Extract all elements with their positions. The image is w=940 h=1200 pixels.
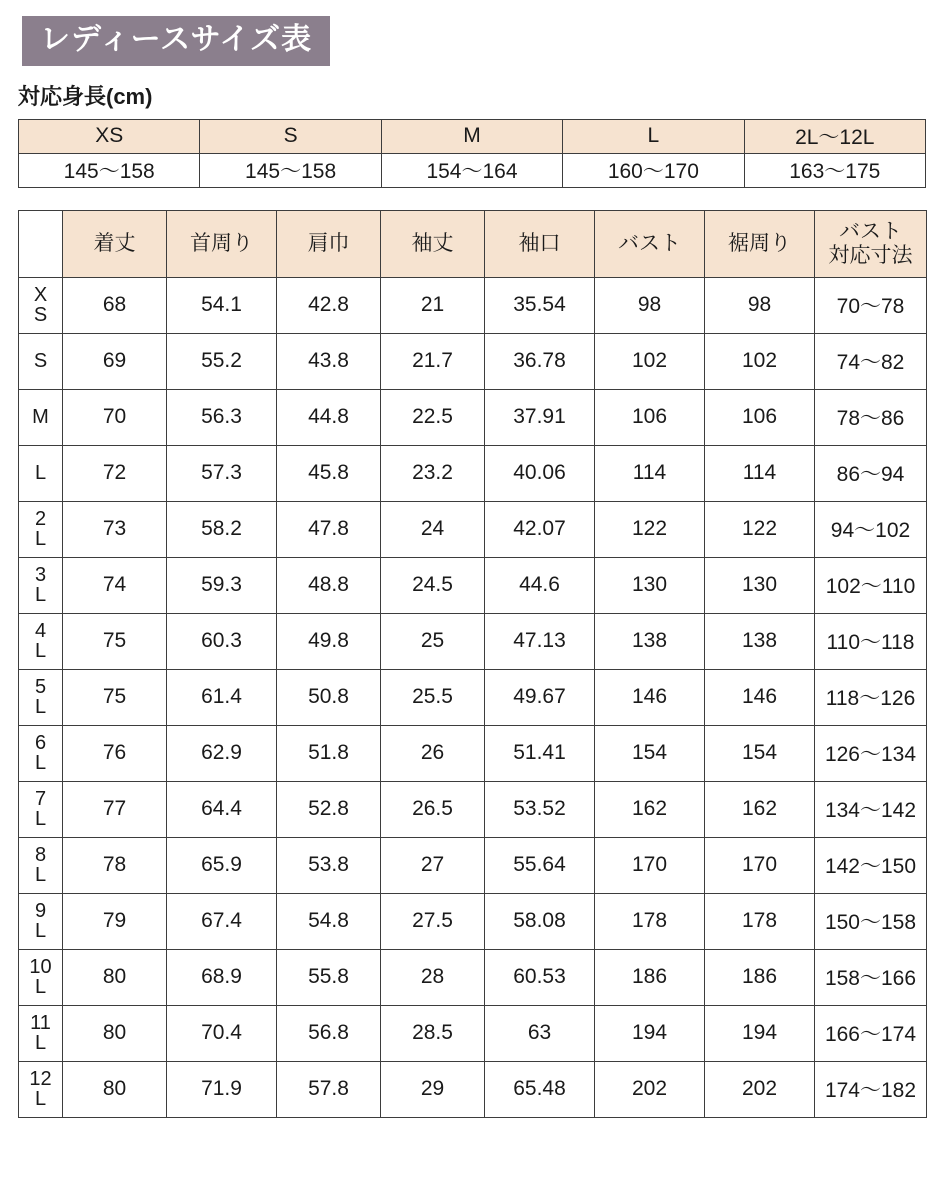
- row-size-label: [19, 669, 63, 725]
- cell-value: 154: [595, 725, 705, 781]
- cell-value: 44.8: [277, 389, 381, 445]
- cell-value: 178: [595, 893, 705, 949]
- row-size-label: [19, 893, 63, 949]
- cell-value: 43.8: [277, 333, 381, 389]
- row-size-label: [19, 333, 63, 389]
- height-section-label: 対応身長(cm): [18, 83, 153, 109]
- cell-value: 102〜110: [815, 557, 927, 613]
- row-size-label: [19, 277, 63, 333]
- cell-value: 162: [595, 781, 705, 837]
- cell-value: 126〜134: [815, 725, 927, 781]
- column-header-line: 着丈: [93, 231, 136, 255]
- cell-value: 51.8: [277, 725, 381, 781]
- cell-value: 44.6: [485, 557, 595, 613]
- column-header-line: バスト: [618, 231, 681, 255]
- cell-value: 122: [595, 501, 705, 557]
- cell-value: 42.07: [485, 501, 595, 557]
- cell-value: 47.8: [277, 501, 381, 557]
- row-size-line: L: [34, 920, 47, 942]
- column-header-line: 裾周り: [728, 231, 791, 255]
- row-size-line: L: [34, 976, 47, 998]
- row-size-line: L: [34, 584, 47, 606]
- cell-value: 51.41: [485, 725, 595, 781]
- height-size-header: XS: [19, 119, 200, 153]
- cell-value: 63: [485, 1005, 595, 1061]
- cell-value: 29: [381, 1061, 485, 1117]
- column-header-line: 肩巾: [307, 231, 350, 255]
- height-table: [18, 119, 926, 188]
- cell-value: 86〜94: [815, 445, 927, 501]
- cell-value: 154: [705, 725, 815, 781]
- cell-value: 61.4: [167, 669, 277, 725]
- cell-value: 23.2: [381, 445, 485, 501]
- row-size-label: [19, 557, 63, 613]
- cell-value: 64.4: [167, 781, 277, 837]
- cell-value: 130: [705, 557, 815, 613]
- cell-value: 94〜102: [815, 501, 927, 557]
- cell-value: 79: [63, 893, 167, 949]
- cell-value: 75: [63, 613, 167, 669]
- table-row: [19, 669, 927, 725]
- cell-value: 70.4: [167, 1005, 277, 1061]
- row-size-line: S: [33, 304, 48, 326]
- cell-value: 74: [63, 557, 167, 613]
- row-size-line: X: [33, 284, 48, 306]
- height-range-cell: 163〜175: [744, 153, 925, 187]
- cell-value: 24: [381, 501, 485, 557]
- cell-value: 27: [381, 837, 485, 893]
- row-size-label: [19, 501, 63, 557]
- cell-value: 53.52: [485, 781, 595, 837]
- table-row: [19, 893, 927, 949]
- row-size-line: 9: [34, 900, 47, 922]
- cell-value: 69: [63, 333, 167, 389]
- row-size-line: L: [34, 462, 47, 484]
- row-size-label: [19, 781, 63, 837]
- cell-value: 60.3: [167, 613, 277, 669]
- cell-value: 56.8: [277, 1005, 381, 1061]
- cell-value: 134〜142: [815, 781, 927, 837]
- cell-value: 27.5: [381, 893, 485, 949]
- cell-value: 106: [595, 389, 705, 445]
- cell-value: 35.54: [485, 277, 595, 333]
- row-size-label: [19, 949, 63, 1005]
- cell-value: 202: [595, 1061, 705, 1117]
- row-size-line: L: [34, 1088, 47, 1110]
- cell-value: 26: [381, 725, 485, 781]
- row-size-label: [19, 725, 63, 781]
- cell-value: 42.8: [277, 277, 381, 333]
- row-size-line: 12: [29, 1068, 52, 1090]
- column-header-line: バスト: [839, 219, 902, 243]
- row-size-label: [19, 613, 63, 669]
- row-size-label: [19, 837, 63, 893]
- cell-value: 146: [705, 669, 815, 725]
- cell-value: 58.2: [167, 501, 277, 557]
- cell-value: 55.64: [485, 837, 595, 893]
- cell-value: 67.4: [167, 893, 277, 949]
- height-range-cell: 160〜170: [563, 153, 744, 187]
- cell-value: 47.13: [485, 613, 595, 669]
- row-size-line: 3: [34, 564, 47, 586]
- cell-value: 130: [595, 557, 705, 613]
- row-size-line: 4: [34, 620, 47, 642]
- height-range-cell: 145〜158: [19, 153, 200, 187]
- column-header-line: 袖口: [518, 231, 561, 255]
- cell-value: 28.5: [381, 1005, 485, 1061]
- cell-value: 102: [705, 333, 815, 389]
- cell-value: 57.3: [167, 445, 277, 501]
- cell-value: 49.8: [277, 613, 381, 669]
- cell-value: 77: [63, 781, 167, 837]
- table-row: [19, 1061, 927, 1117]
- cell-value: 80: [63, 1061, 167, 1117]
- table-row: [19, 277, 927, 333]
- cell-value: 98: [705, 277, 815, 333]
- cell-value: 118〜126: [815, 669, 927, 725]
- row-size-line: 8: [34, 844, 47, 866]
- page-title: レディースサイズ表: [22, 16, 330, 66]
- cell-value: 194: [705, 1005, 815, 1061]
- table-row: [19, 445, 927, 501]
- cell-value: 170: [595, 837, 705, 893]
- cell-value: 80: [63, 1005, 167, 1061]
- row-size-line: L: [34, 1032, 47, 1054]
- cell-value: 25: [381, 613, 485, 669]
- cell-value: 74〜82: [815, 333, 927, 389]
- cell-value: 55.2: [167, 333, 277, 389]
- cell-value: 174〜182: [815, 1061, 927, 1117]
- cell-value: 65.9: [167, 837, 277, 893]
- cell-value: 68.9: [167, 949, 277, 1005]
- cell-value: 49.67: [485, 669, 595, 725]
- cell-value: 21.7: [381, 333, 485, 389]
- cell-value: 186: [595, 949, 705, 1005]
- row-size-line: 5: [34, 676, 47, 698]
- cell-value: 194: [595, 1005, 705, 1061]
- cell-value: 26.5: [381, 781, 485, 837]
- row-size-line: 2: [34, 508, 47, 530]
- table-row: [19, 949, 927, 1005]
- cell-value: 114: [595, 445, 705, 501]
- table-row: [19, 837, 927, 893]
- row-size-line: L: [34, 640, 47, 662]
- row-size-line: L: [34, 528, 47, 550]
- cell-value: 138: [705, 613, 815, 669]
- column-header-line: 対応寸法: [828, 243, 913, 267]
- table-row: [19, 1005, 927, 1061]
- cell-value: 78〜86: [815, 389, 927, 445]
- cell-value: 106: [705, 389, 815, 445]
- cell-value: 68: [63, 277, 167, 333]
- column-header: [277, 210, 381, 277]
- cell-value: 170: [705, 837, 815, 893]
- table-row: [19, 333, 927, 389]
- table-row: [19, 781, 927, 837]
- cell-value: 52.8: [277, 781, 381, 837]
- row-size-line: 10: [29, 956, 52, 978]
- row-size-label: [19, 1061, 63, 1117]
- table-row: [19, 725, 927, 781]
- height-size-header: 2L〜12L: [744, 119, 925, 153]
- height-table-header-row: [19, 119, 926, 153]
- cell-value: 122: [705, 501, 815, 557]
- cell-value: 53.8: [277, 837, 381, 893]
- cell-value: 54.1: [167, 277, 277, 333]
- height-table-value-row: [19, 153, 926, 187]
- cell-value: 76: [63, 725, 167, 781]
- cell-value: 45.8: [277, 445, 381, 501]
- cell-value: 70〜78: [815, 277, 927, 333]
- cell-value: 56.3: [167, 389, 277, 445]
- cell-value: 142〜150: [815, 837, 927, 893]
- cell-value: 146: [595, 669, 705, 725]
- cell-value: 48.8: [277, 557, 381, 613]
- column-header-line: 首周り: [190, 231, 253, 255]
- row-size-line: 7: [34, 788, 47, 810]
- height-size-header: S: [200, 119, 381, 153]
- cell-value: 166〜174: [815, 1005, 927, 1061]
- row-size-line: L: [34, 696, 47, 718]
- cell-value: 54.8: [277, 893, 381, 949]
- column-header-line: 袖丈: [411, 231, 454, 255]
- row-size-line: L: [34, 864, 47, 886]
- cell-value: 178: [705, 893, 815, 949]
- column-header: [381, 210, 485, 277]
- row-size-line: S: [33, 350, 48, 372]
- height-size-header: M: [381, 119, 562, 153]
- column-header: [63, 210, 167, 277]
- column-header: [595, 210, 705, 277]
- cell-value: 110〜118: [815, 613, 927, 669]
- cell-value: 36.78: [485, 333, 595, 389]
- row-size-line: L: [34, 752, 47, 774]
- cell-value: 40.06: [485, 445, 595, 501]
- cell-value: 162: [705, 781, 815, 837]
- cell-value: 70: [63, 389, 167, 445]
- table-row: [19, 389, 927, 445]
- height-size-header: L: [563, 119, 744, 153]
- measurements-header-row: [19, 210, 927, 277]
- height-range-cell: 154〜164: [381, 153, 562, 187]
- cell-value: 158〜166: [815, 949, 927, 1005]
- cell-value: 102: [595, 333, 705, 389]
- cell-value: 150〜158: [815, 893, 927, 949]
- cell-value: 71.9: [167, 1061, 277, 1117]
- cell-value: 138: [595, 613, 705, 669]
- cell-value: 59.3: [167, 557, 277, 613]
- cell-value: 60.53: [485, 949, 595, 1005]
- cell-value: 80: [63, 949, 167, 1005]
- cell-value: 22.5: [381, 389, 485, 445]
- cell-value: 24.5: [381, 557, 485, 613]
- row-size-line: M: [32, 406, 49, 428]
- cell-value: 65.48: [485, 1061, 595, 1117]
- row-size-line: 11: [30, 1012, 51, 1034]
- cell-value: 57.8: [277, 1061, 381, 1117]
- cell-value: 55.8: [277, 949, 381, 1005]
- cell-value: 75: [63, 669, 167, 725]
- measurements-body: [19, 277, 927, 1117]
- cell-value: 98: [595, 277, 705, 333]
- cell-value: 50.8: [277, 669, 381, 725]
- cell-value: 58.08: [485, 893, 595, 949]
- cell-value: 37.91: [485, 389, 595, 445]
- cell-value: 73: [63, 501, 167, 557]
- cell-value: 72: [63, 445, 167, 501]
- measurements-table: [18, 210, 927, 1118]
- height-range-cell: 145〜158: [200, 153, 381, 187]
- row-size-label: [19, 445, 63, 501]
- column-header: [815, 210, 927, 277]
- table-row: [19, 557, 927, 613]
- table-corner-cell: [19, 210, 63, 277]
- column-header: [167, 210, 277, 277]
- cell-value: 25.5: [381, 669, 485, 725]
- cell-value: 186: [705, 949, 815, 1005]
- cell-value: 21: [381, 277, 485, 333]
- cell-value: 114: [705, 445, 815, 501]
- cell-value: 202: [705, 1061, 815, 1117]
- cell-value: 28: [381, 949, 485, 1005]
- row-size-label: [19, 389, 63, 445]
- row-size-line: L: [34, 808, 47, 830]
- row-size-line: 6: [34, 732, 47, 754]
- row-size-label: [19, 1005, 63, 1061]
- column-header: [705, 210, 815, 277]
- table-row: [19, 613, 927, 669]
- cell-value: 78: [63, 837, 167, 893]
- column-header: [485, 210, 595, 277]
- cell-value: 62.9: [167, 725, 277, 781]
- table-row: [19, 501, 927, 557]
